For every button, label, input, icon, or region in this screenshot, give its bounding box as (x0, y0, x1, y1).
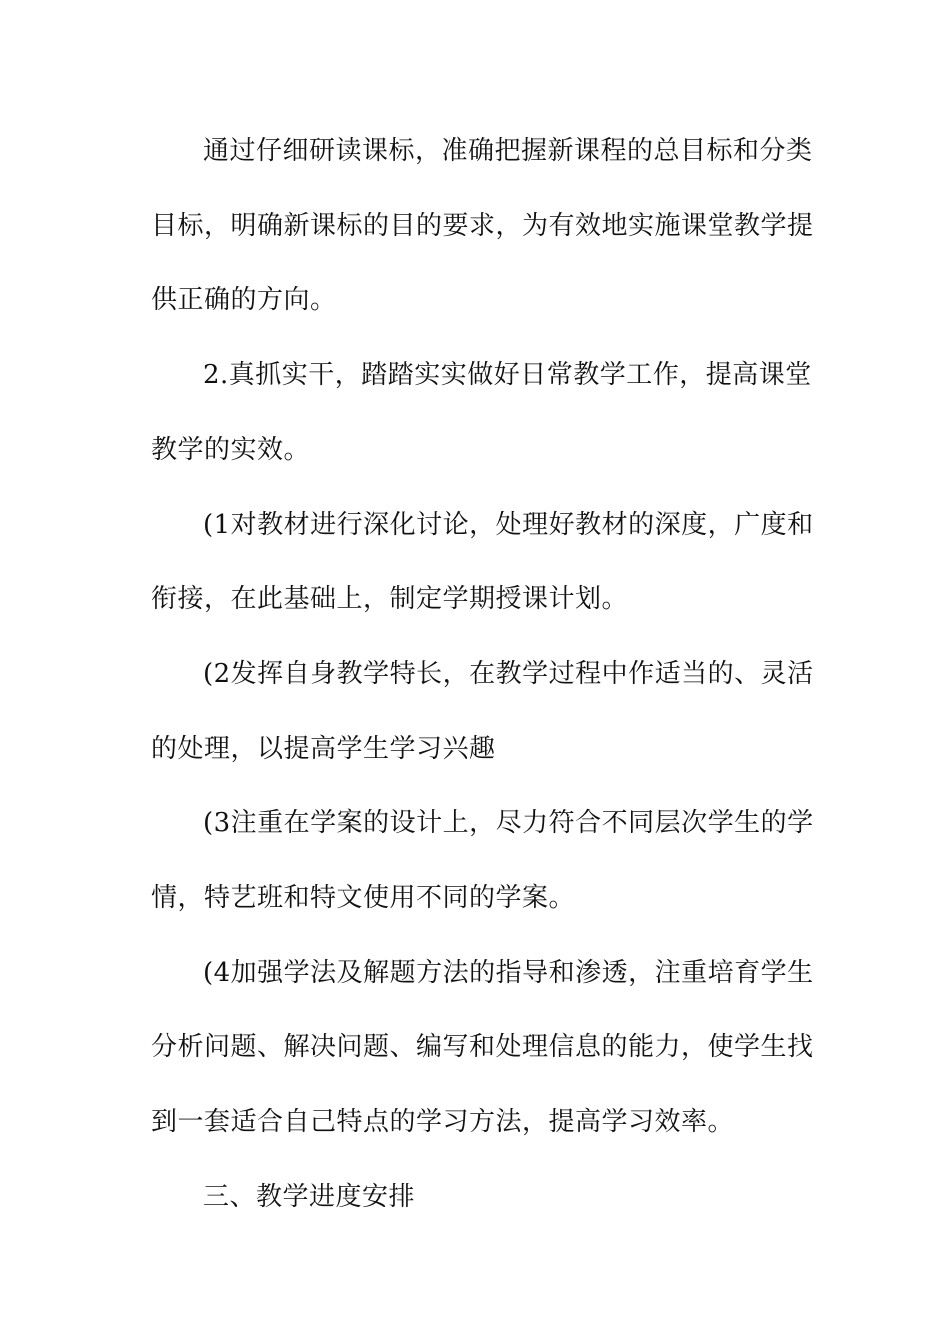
text-line: 情，特艺班和特文使用不同的学案。 (151, 883, 576, 914)
text-line: 衔接，在此基础上，制定学期授课计划。 (151, 584, 629, 615)
text-line: 2.真抓实干，踏踏实实做好日常教学工作，提高课堂 (203, 360, 812, 391)
paragraph-curriculum-goals (151, 114, 814, 338)
text-line: (3注重在学案的设计上，尽力符合不同层次学生的学 (203, 808, 814, 839)
text-line: 目标，明确新课标的目的要求，为有效地实施课堂教学提 (151, 210, 814, 241)
text-line: (4加强学法及解题方法的指导和渗透，注重培育学生 (203, 957, 814, 988)
text-line: (2发挥自身教学特长，在教学过程中作适当的、灵活 (203, 658, 814, 689)
text-line: 教学的实效。 (151, 434, 311, 465)
text-line: 的处理，以提高学生学习兴趣 (151, 733, 496, 764)
paragraph-subitem-2 (151, 637, 814, 786)
document-body (151, 114, 814, 1235)
text-line: (1对教材进行深化讨论，处理好教材的深度，广度和 (203, 509, 814, 540)
paragraph-subitem-1 (151, 488, 814, 637)
paragraph-item-2 (151, 338, 812, 487)
text-line: 通过仔细研读课标，准确把握新课程的总目标和分类 (203, 136, 813, 166)
paragraph-subitem-3 (151, 786, 814, 935)
paragraph-subitem-4 (151, 936, 814, 1160)
text-line: 分析问题、解决问题、编写和处理信息的能力，使学生找 (151, 1032, 814, 1063)
text-line: 供正确的方向。 (151, 285, 337, 316)
section-heading: 三、教学进度安排 (203, 1181, 416, 1212)
text-line: 到一套适合自己特点的学习方法，提高学习效率。 (151, 1107, 735, 1138)
